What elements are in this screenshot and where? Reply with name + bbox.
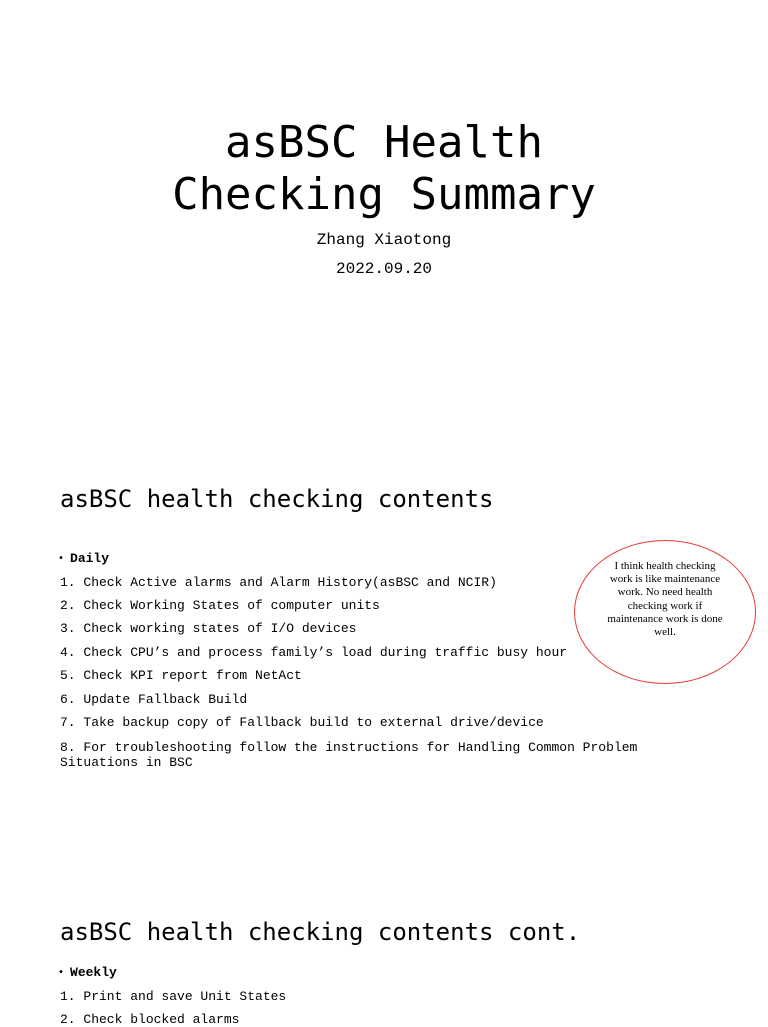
list-item: 1. Check Active alarms and Alarm History(asBSC and NCIR) — [60, 575, 497, 590]
title-line-2: Checking Summary — [172, 169, 596, 220]
bullet-dot-icon: • — [58, 968, 65, 979]
list-item: 6. Update Fallback Build — [60, 692, 248, 707]
bullet-daily — [58, 551, 109, 566]
author-name: Zhang Xiaotong — [316, 231, 452, 249]
annotation-note: I think health checking work is like maintenance work. No need health checking work if maintenance work is done well. — [607, 560, 723, 639]
bullet-label: Weekly — [70, 965, 117, 980]
list-item: 8. For troubleshooting follow the instructions for Handling Common Problem Situations in BSC — [60, 740, 638, 770]
document-date: 2022.09.20 — [335, 260, 432, 278]
bullet-label: Daily — [70, 551, 110, 566]
section-heading-contents: asBSC health checking contents — [60, 485, 494, 513]
bullet-weekly — [58, 965, 117, 980]
list-item: 1. Print and save Unit States — [60, 989, 287, 1004]
list-item: 3. Check working states of I/O devices — [60, 621, 357, 636]
section-heading-contents-cont: asBSC health checking contents cont. — [60, 918, 581, 946]
list-item: 7. Take backup copy of Fallback build to external drive/device — [60, 715, 544, 730]
title-line-1: asBSC Health — [225, 117, 543, 168]
list-item: 2. Check Working States of computer units — [60, 598, 380, 613]
bullet-dot-icon: • — [58, 554, 65, 565]
list-item: 4. Check CPU’s and process family’s load during traffic busy hour — [60, 645, 568, 660]
list-item: 2. Check blocked alarms — [60, 1012, 240, 1027]
document-title — [0, 117, 768, 221]
list-item: 5. Check KPI report from NetAct — [60, 668, 302, 683]
